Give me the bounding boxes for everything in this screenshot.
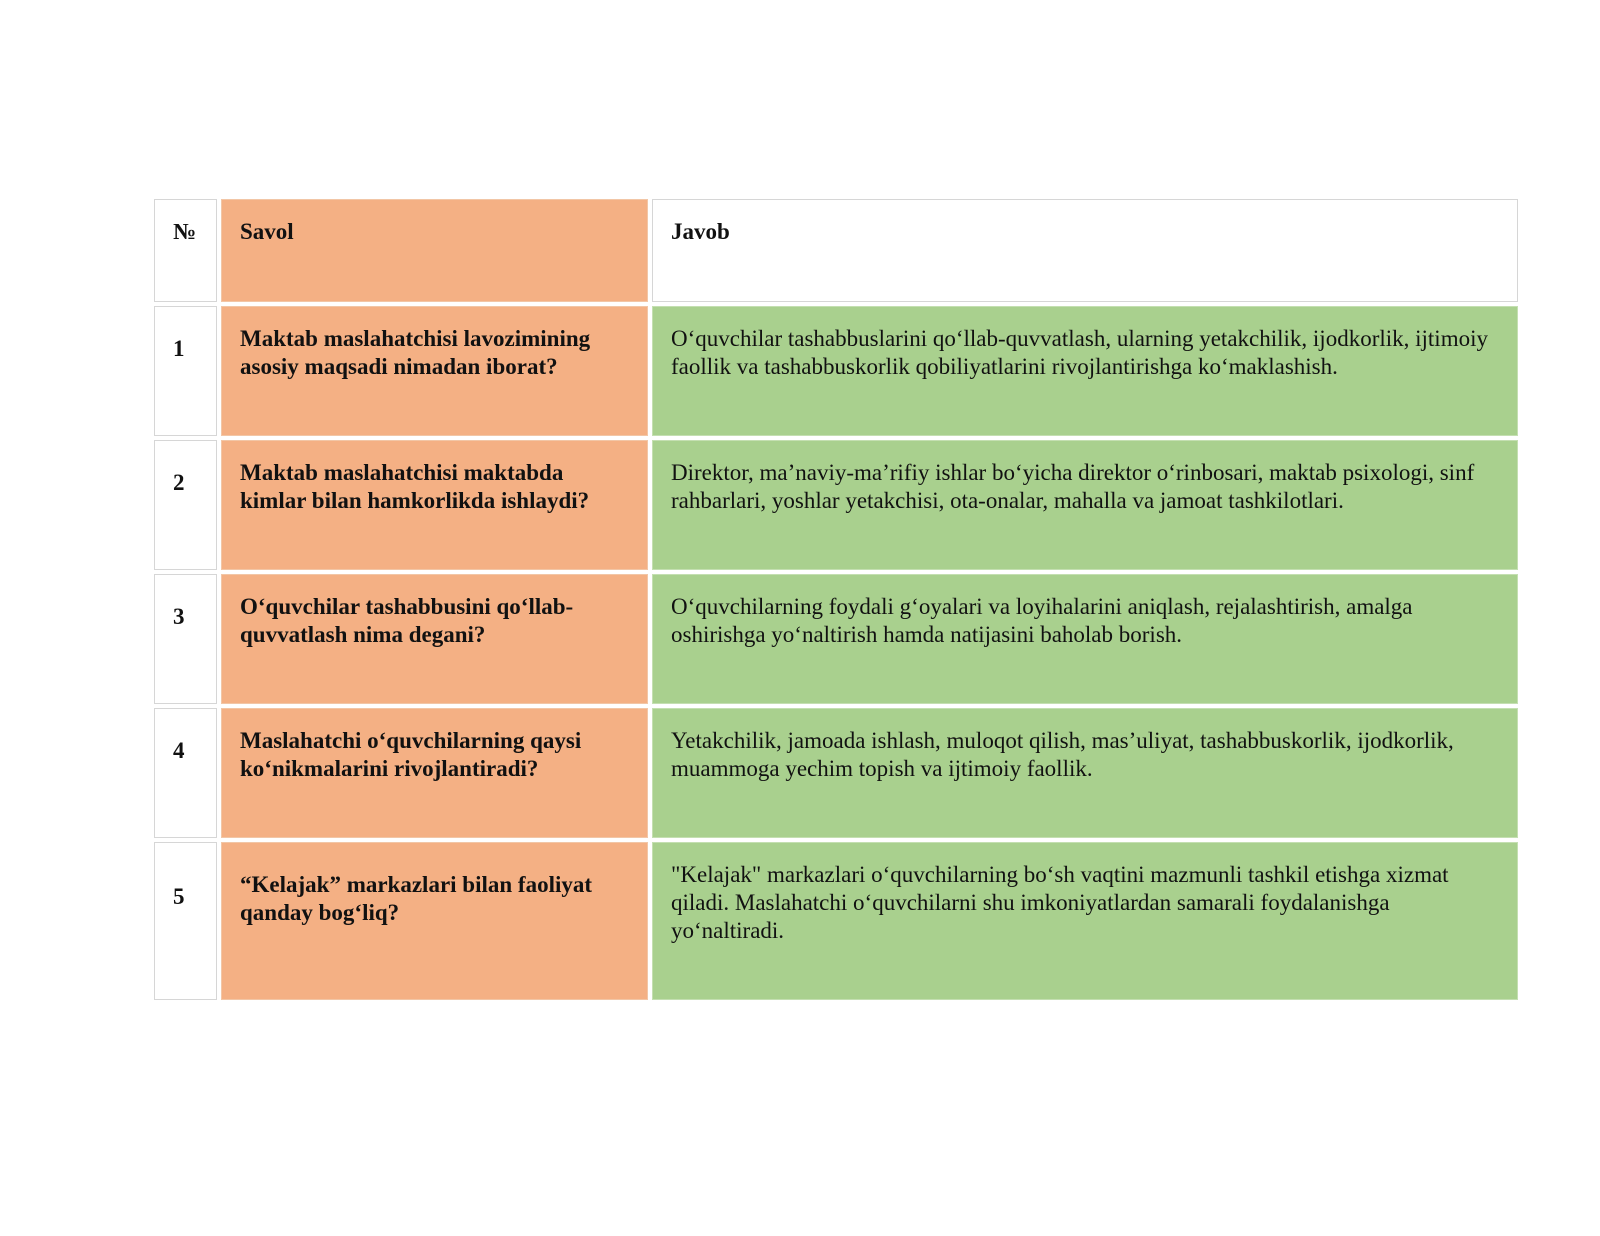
answer-cell: "Kelajak" markazlari o‘quvchilarning bo‘sh vaqtini mazmunli tashkil etishga xizmat qiladi. Maslahatchi o‘quvchilarni shu imkoniyatlardan samarali foydalanishga yo‘naltiradi. xyxy=(652,842,1518,1000)
table-row xyxy=(154,574,1518,704)
header-question-cell: Savol xyxy=(221,199,648,302)
question-cell: Maktab maslahatchisi maktabda kimlar bilan hamkorlikda ishlaydi? xyxy=(221,440,648,570)
question-cell: Maslahatchi o‘quvchilarning qaysi ko‘nikmalarini rivojlantiradi? xyxy=(221,708,648,838)
answer-cell: Direktor, ma’naviy-ma’rifiy ishlar bo‘yicha direktor o‘rinbosari, maktab psixologi, sinf rahbarlari, yoshlar yetakchisi, ota-onalar, mahalla va jamoat tashkilotlari. xyxy=(652,440,1518,570)
header-num-cell: № xyxy=(154,199,217,302)
row-number: 3 xyxy=(154,574,217,704)
table-row xyxy=(154,842,1518,1000)
answer-cell: Yetakchilik, jamoada ishlash, muloqot qilish, mas’uliyat, tashabbuskorlik, ijodkorlik, muammoga yechim topish va ijtimoiy faollik. xyxy=(652,708,1518,838)
question-cell: “Kelajak” markazlari bilan faoliyat qanday bog‘liq? xyxy=(221,842,648,1000)
row-number: 4 xyxy=(154,708,217,838)
question-cell: O‘quvchilar tashabbusini qo‘llab-quvvatlash nima degani? xyxy=(221,574,648,704)
row-number: 2 xyxy=(154,440,217,570)
header-answer-cell: Javob xyxy=(652,199,1518,302)
answer-cell: O‘quvchilarning foydali g‘oyalari va loyihalarini aniqlash, rejalashtirish, amalga oshirishga yo‘naltirish hamda natijasini baholab borish. xyxy=(652,574,1518,704)
qa-table xyxy=(150,195,1522,1004)
row-number: 1 xyxy=(154,306,217,436)
answer-cell: O‘quvchilar tashabbuslarini qo‘llab-quvvatlash, ularning yetakchilik, ijodkorlik, ijtimoiy faollik va tashabbuskorlik qobiliyatlarini rivojlantirishga ko‘maklashish. xyxy=(652,306,1518,436)
table-row xyxy=(154,306,1518,436)
question-cell: Maktab maslahatchisi lavozimining asosiy maqsadi nimadan iborat? xyxy=(221,306,648,436)
row-number: 5 xyxy=(154,842,217,1000)
table-row xyxy=(154,440,1518,570)
table-row xyxy=(154,708,1518,838)
table-header-row xyxy=(154,199,1518,302)
